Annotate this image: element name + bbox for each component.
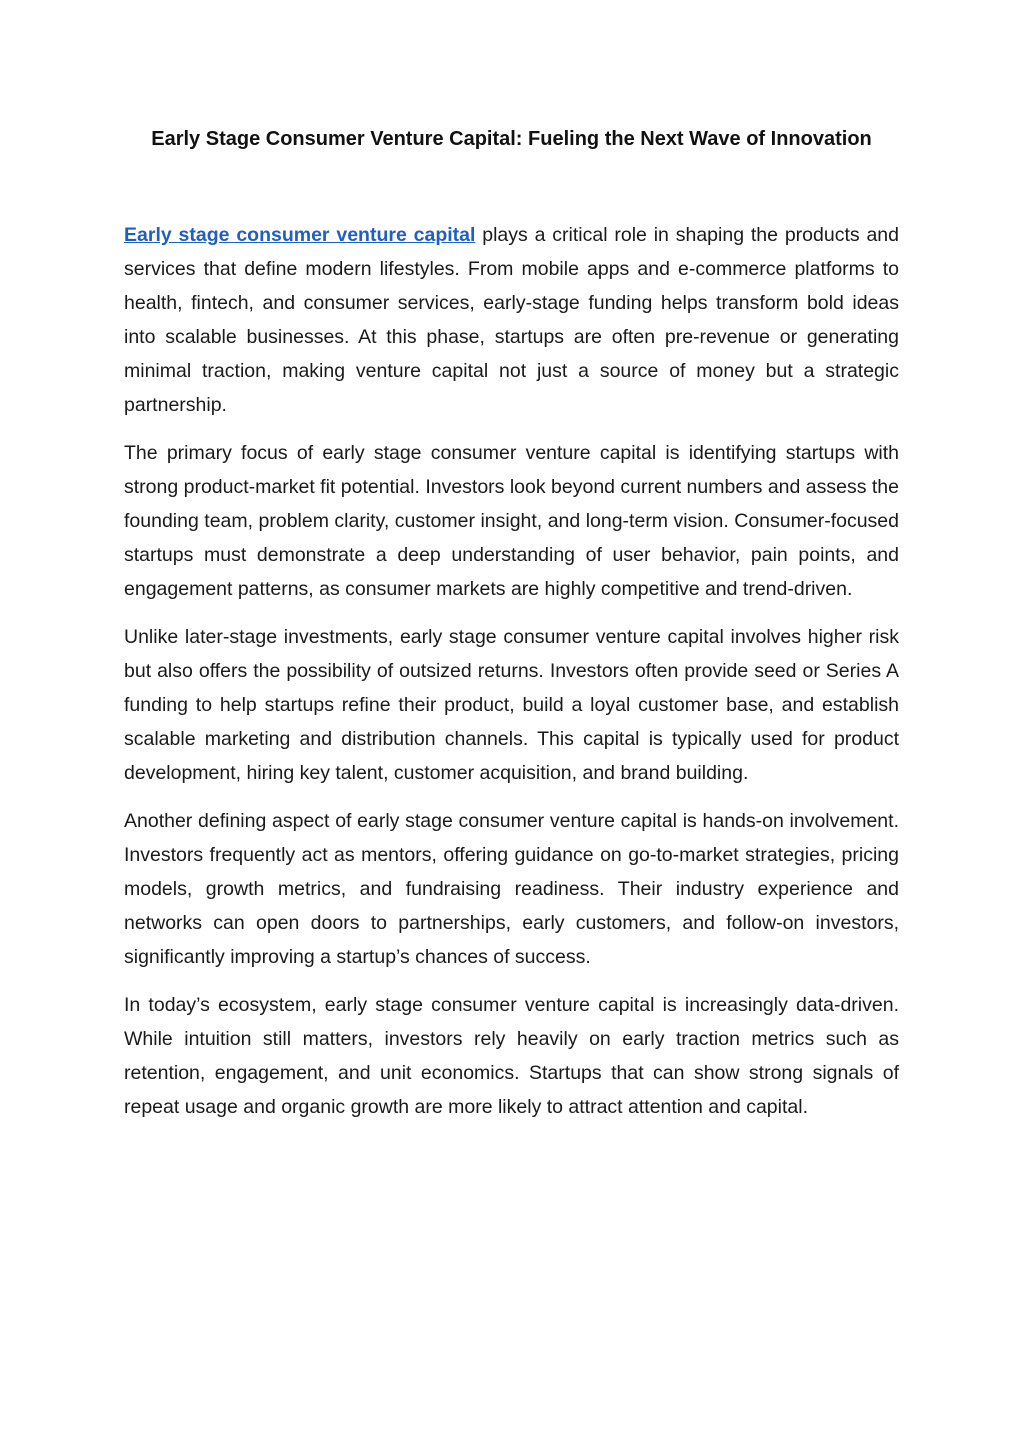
document-body	[124, 218, 899, 1138]
intro-paragraph-text: plays a critical role in shaping the products and services that define modern lifestyles. From mobile apps and e-commerce platforms to health, fintech, and consumer services, early-stage funding helps transform bold ideas into scalable businesses. At this phase, startups are often pre-revenue or generating minimal traction, making venture capital not just a source of money but a strategic partnership.	[124, 224, 899, 416]
intro-link[interactable]: Early stage consumer venture capital	[124, 224, 476, 246]
body-paragraph: Unlike later-stage investments, early stage consumer venture capital involves higher risk but also offers the possibility of outsized returns. Investors often provide seed or Series A funding to help startups refine their product, build a loyal customer base, and establish scalable marketing and distribution channels. This capital is typically used for product development, hiring key talent, customer acquisition, and brand building.	[124, 626, 899, 784]
body-paragraph: The primary focus of early stage consumer venture capital is identifying startups with strong product-market fit potential. Investors look beyond current numbers and assess the founding team, problem clarity, customer insight, and long-term vision. Consumer-focused startups must demonstrate a deep understanding of user behavior, pain points, and engagement patterns, as consumer markets are highly competitive and trend-driven.	[124, 442, 899, 600]
intro-paragraph	[124, 218, 899, 422]
body-paragraph: Another defining aspect of early stage consumer venture capital is hands-on involvement. Investors frequently act as mentors, offering guidance on go-to-market strategies, pricing models, growth metrics, and fundraising readiness. Their industry experience and networks can open doors to partnerships, early customers, and follow-on investors, significantly improving a startup’s chances of success.	[124, 810, 899, 968]
document-title: Early Stage Consumer Venture Capital: Fueling the Next Wave of Innovation	[151, 128, 872, 150]
body-paragraph: In today’s ecosystem, early stage consumer venture capital is increasingly data-driven. While intuition still matters, investors rely heavily on early traction metrics such as retention, engagement, and unit economics. Startups that can show strong signals of repeat usage and organic growth are more likely to attract attention and capital.	[124, 994, 899, 1118]
